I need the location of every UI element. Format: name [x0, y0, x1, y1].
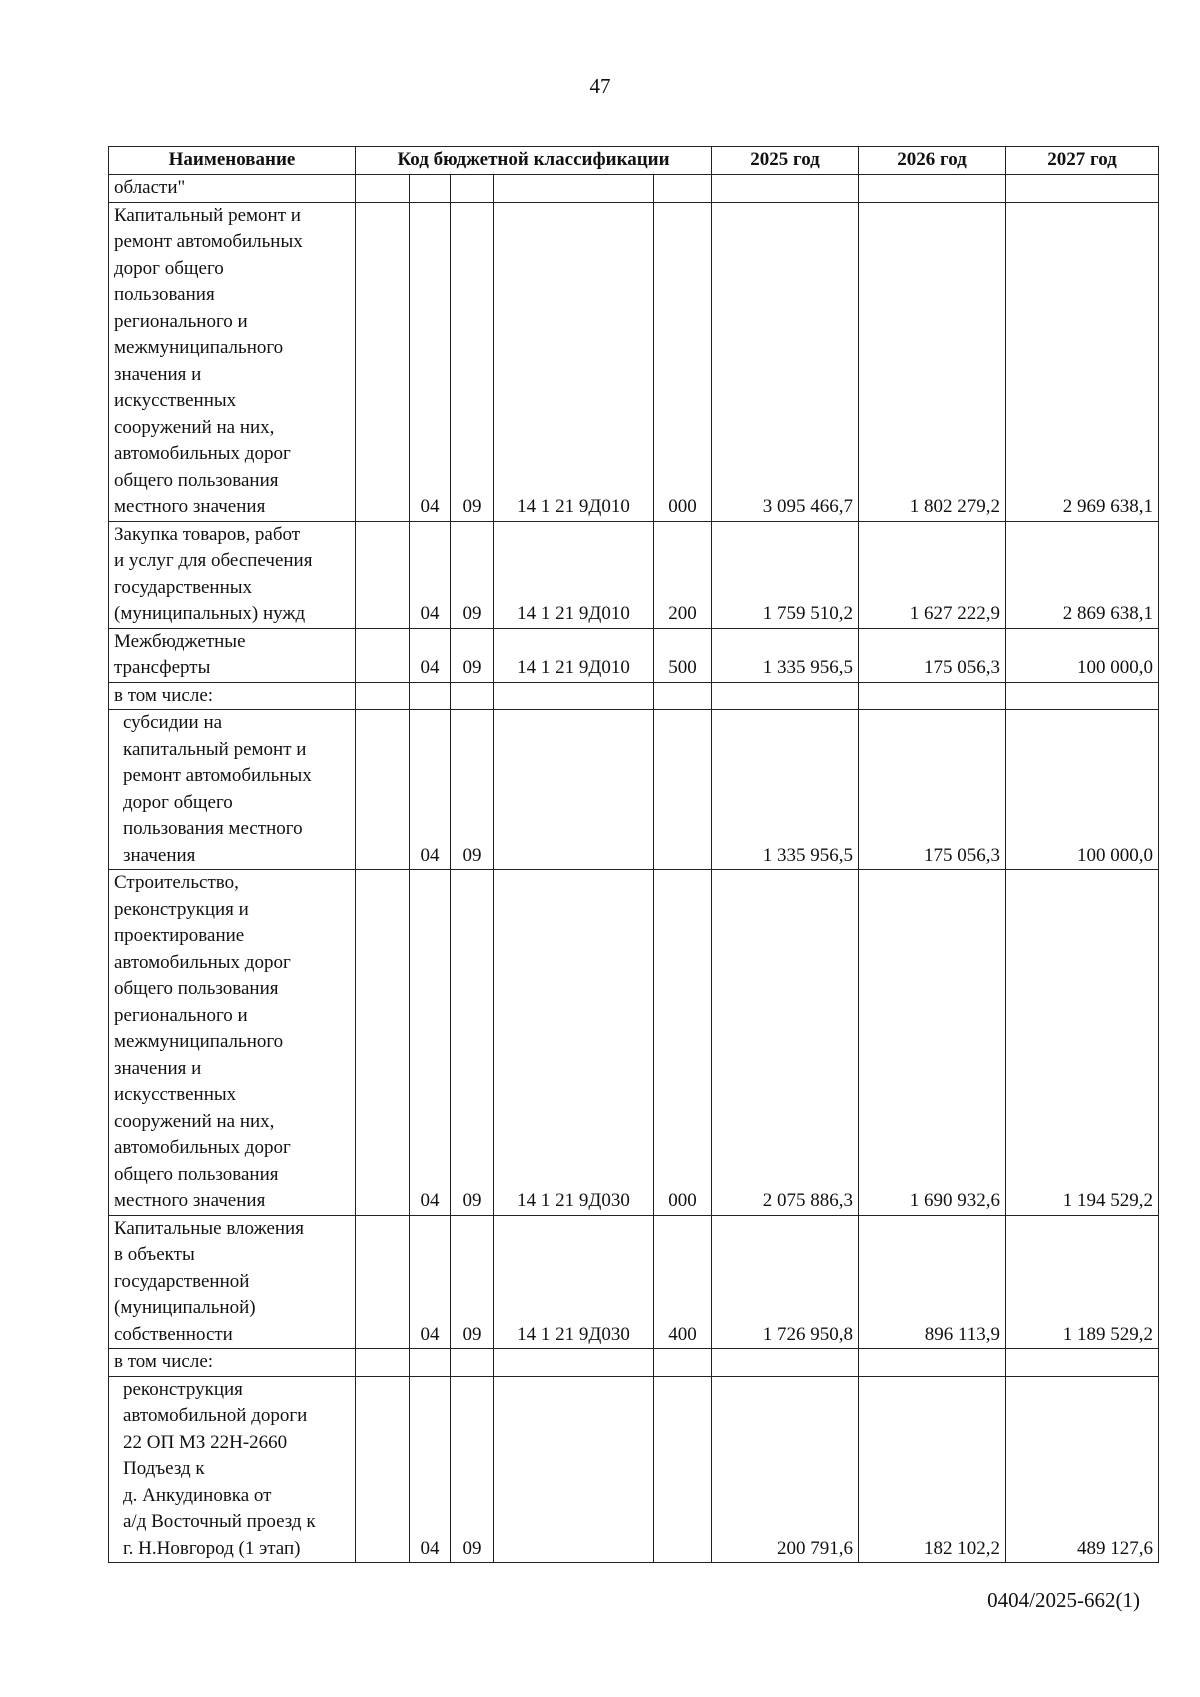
- row-name-line: автомобильной дороги: [123, 1405, 308, 1426]
- row-name-line: реконструкция: [123, 1378, 243, 1400]
- document-number: 0404/2025-662(1): [987, 1588, 1140, 1612]
- row-name-line: дорог общего: [123, 791, 233, 813]
- code-cell-c5: [654, 175, 712, 203]
- row-name: [109, 175, 356, 203]
- row-name-line: местного значения: [114, 496, 266, 517]
- row-name-line: ремонт автомобильных: [123, 765, 312, 786]
- value-2025: [712, 175, 859, 203]
- code-cell-c5: 000: [654, 202, 712, 521]
- row-name-line: проектирование: [114, 925, 245, 946]
- value-2027: 1 194 529,2: [1006, 870, 1159, 1216]
- row-name-line: сооружений на них,: [114, 416, 275, 438]
- budget-table: [108, 146, 1159, 1563]
- row-name-line: регионального и: [114, 1004, 248, 1026]
- code-cell-c1: [356, 628, 410, 682]
- value-2026: 1 802 279,2: [859, 202, 1006, 521]
- row-name-line: капитальный ремонт и: [123, 738, 307, 760]
- value-2025: [712, 1349, 859, 1377]
- code-cell-c4: [494, 682, 654, 710]
- row-name-line: ремонт автомобильных: [114, 231, 303, 252]
- code-cell-c5: [654, 1349, 712, 1377]
- row-name-line: (муниципальной): [114, 1297, 256, 1318]
- value-2025: 1 759 510,2: [712, 521, 859, 628]
- code-cell-c2: 04: [410, 1215, 451, 1349]
- row-name-line: Строительство,: [114, 872, 239, 893]
- table-body: [109, 175, 1159, 1563]
- row-name-line: Закупка товаров, работ: [114, 523, 301, 545]
- header-code: Код бюджетной классификации: [356, 147, 712, 175]
- row-name-line: регионального и: [114, 310, 248, 332]
- code-cell-c2: [410, 175, 451, 203]
- row-name-line: межмуниципального: [114, 1031, 284, 1052]
- value-2027: 100 000,0: [1006, 628, 1159, 682]
- table-row: [109, 175, 1159, 203]
- row-name-line: г. Н.Новгород (1 этап): [123, 1537, 301, 1559]
- code-cell-c3: [451, 175, 494, 203]
- row-name-line: межмуниципального: [114, 337, 284, 358]
- row-name-line: д. Анкудиновка от: [123, 1484, 272, 1506]
- code-cell-c3: 09: [451, 202, 494, 521]
- row-name-line: и услуг для обеспечения: [114, 550, 313, 571]
- row-name-line: Подъезд к: [123, 1458, 205, 1479]
- row-name-line: местного значения: [114, 1190, 266, 1211]
- value-2027: [1006, 1349, 1159, 1377]
- row-name: [109, 202, 356, 521]
- row-name-line: автомобильных дорог: [114, 443, 291, 464]
- code-cell-c4: [494, 710, 654, 870]
- row-name-line: в том числе:: [114, 1351, 214, 1372]
- value-2026: 182 102,2: [859, 1376, 1006, 1563]
- code-cell-c4: 14 1 21 9Д030: [494, 870, 654, 1216]
- value-2025: [712, 682, 859, 710]
- table-row: [109, 682, 1159, 710]
- code-cell-c1: [356, 202, 410, 521]
- page-number: 47: [589, 74, 611, 98]
- row-name-line: Капитальный ремонт и: [114, 204, 301, 226]
- table-row: [109, 521, 1159, 628]
- row-name-line: государственной: [114, 1270, 250, 1292]
- row-name-line: пользования местного: [123, 818, 303, 839]
- row-name-line: государственных: [114, 576, 253, 598]
- value-2027: 2 869 638,1: [1006, 521, 1159, 628]
- code-cell-c4: 14 1 21 9Д010: [494, 521, 654, 628]
- row-name: [109, 628, 356, 682]
- value-2027: [1006, 175, 1159, 203]
- code-cell-c1: [356, 1215, 410, 1349]
- row-name: [109, 870, 356, 1216]
- header-2027: 2027 год: [1006, 147, 1159, 175]
- code-cell-c2: [410, 1349, 451, 1377]
- value-2026: 175 056,3: [859, 628, 1006, 682]
- row-name: [109, 521, 356, 628]
- table-row: [109, 870, 1159, 1216]
- code-cell-c3: [451, 1349, 494, 1377]
- code-cell-c2: 04: [410, 1376, 451, 1563]
- row-name-line: автомобильных дорог: [114, 951, 291, 973]
- value-2026: [859, 175, 1006, 203]
- code-cell-c4: [494, 1349, 654, 1377]
- row-name-line: значения и: [114, 363, 202, 385]
- value-2025: 1 726 950,8: [712, 1215, 859, 1349]
- value-2026: 175 056,3: [859, 710, 1006, 870]
- header-2025: 2025 год: [712, 147, 859, 175]
- code-cell-c4: 14 1 21 9Д010: [494, 202, 654, 521]
- row-name-line: сооружений на них,: [114, 1110, 275, 1132]
- table-header-row: [109, 147, 1159, 175]
- code-cell-c1: [356, 175, 410, 203]
- row-name-line: области": [114, 177, 186, 198]
- row-name-line: в том числе:: [114, 684, 214, 706]
- code-cell-c3: 09: [451, 870, 494, 1216]
- value-2026: 1 627 222,9: [859, 521, 1006, 628]
- row-name: [109, 1349, 356, 1377]
- code-cell-c4: 14 1 21 9Д030: [494, 1215, 654, 1349]
- code-cell-c2: 04: [410, 870, 451, 1216]
- row-name-line: реконструкция и: [114, 898, 249, 920]
- header-name: Наименование: [109, 147, 356, 175]
- value-2025: 200 791,6: [712, 1376, 859, 1563]
- code-cell-c5: 500: [654, 628, 712, 682]
- row-name-line: (муниципальных) нужд: [114, 603, 306, 624]
- row-name-line: собственности: [114, 1323, 233, 1345]
- value-2027: 2 969 638,1: [1006, 202, 1159, 521]
- code-cell-c4: [494, 1376, 654, 1563]
- code-cell-c5: 400: [654, 1215, 712, 1349]
- table-row: [109, 202, 1159, 521]
- code-cell-c3: [451, 682, 494, 710]
- row-name-line: пользования: [114, 284, 215, 305]
- value-2025: 1 335 956,5: [712, 628, 859, 682]
- code-cell-c2: 04: [410, 710, 451, 870]
- table-row: [109, 1376, 1159, 1563]
- code-cell-c2: 04: [410, 202, 451, 521]
- table-row: [109, 628, 1159, 682]
- code-cell-c3: 09: [451, 1376, 494, 1563]
- row-name-line: трансферты: [114, 657, 211, 678]
- value-2027: 489 127,6: [1006, 1376, 1159, 1563]
- code-cell-c2: [410, 682, 451, 710]
- code-cell-c1: [356, 1349, 410, 1377]
- code-cell-c3: 09: [451, 710, 494, 870]
- code-cell-c5: 000: [654, 870, 712, 1216]
- row-name-line: в объекты: [114, 1244, 195, 1265]
- value-2026: 1 690 932,6: [859, 870, 1006, 1216]
- code-cell-c4: 14 1 21 9Д010: [494, 628, 654, 682]
- row-name-line: дорог общего: [114, 257, 224, 279]
- value-2025: 3 095 466,7: [712, 202, 859, 521]
- code-cell-c1: [356, 710, 410, 870]
- code-cell-c3: 09: [451, 1215, 494, 1349]
- value-2026: 896 113,9: [859, 1215, 1006, 1349]
- row-name-line: общего пользования: [114, 1163, 279, 1185]
- row-name-line: Капитальные вложения: [114, 1217, 304, 1239]
- row-name-line: субсидии на: [123, 712, 223, 733]
- header-2026: 2026 год: [859, 147, 1006, 175]
- row-name: [109, 1215, 356, 1349]
- row-name-line: а/д Восточный проезд к: [123, 1511, 316, 1532]
- row-name-line: общего пользования: [114, 978, 279, 999]
- value-2025: 1 335 956,5: [712, 710, 859, 870]
- table-row: [109, 1349, 1159, 1377]
- table-row: [109, 710, 1159, 870]
- value-2027: 100 000,0: [1006, 710, 1159, 870]
- code-cell-c5: [654, 1376, 712, 1563]
- row-name-line: общего пользования: [114, 469, 279, 491]
- row-name: [109, 1376, 356, 1563]
- row-name-line: автомобильных дорог: [114, 1137, 291, 1158]
- row-name: [109, 682, 356, 710]
- value-2026: [859, 1349, 1006, 1377]
- code-cell-c1: [356, 1376, 410, 1563]
- code-cell-c3: 09: [451, 521, 494, 628]
- value-2027: [1006, 682, 1159, 710]
- row-name-line: значения: [123, 844, 196, 866]
- code-cell-c2: 04: [410, 521, 451, 628]
- row-name-line: значения и: [114, 1057, 202, 1079]
- value-2026: [859, 682, 1006, 710]
- code-cell-c5: 200: [654, 521, 712, 628]
- row-name-line: Межбюджетные: [114, 630, 246, 652]
- code-cell-c2: 04: [410, 628, 451, 682]
- code-cell-c3: 09: [451, 628, 494, 682]
- row-name: [109, 710, 356, 870]
- code-cell-c1: [356, 521, 410, 628]
- code-cell-c4: [494, 175, 654, 203]
- code-cell-c1: [356, 682, 410, 710]
- row-name-line: искусственных: [114, 1084, 237, 1105]
- row-name-line: 22 ОП МЗ 22Н-2660: [123, 1431, 288, 1453]
- value-2027: 1 189 529,2: [1006, 1215, 1159, 1349]
- row-name-line: искусственных: [114, 390, 237, 411]
- code-cell-c1: [356, 870, 410, 1216]
- code-cell-c5: [654, 682, 712, 710]
- code-cell-c5: [654, 710, 712, 870]
- table-row: [109, 1215, 1159, 1349]
- value-2025: 2 075 886,3: [712, 870, 859, 1216]
